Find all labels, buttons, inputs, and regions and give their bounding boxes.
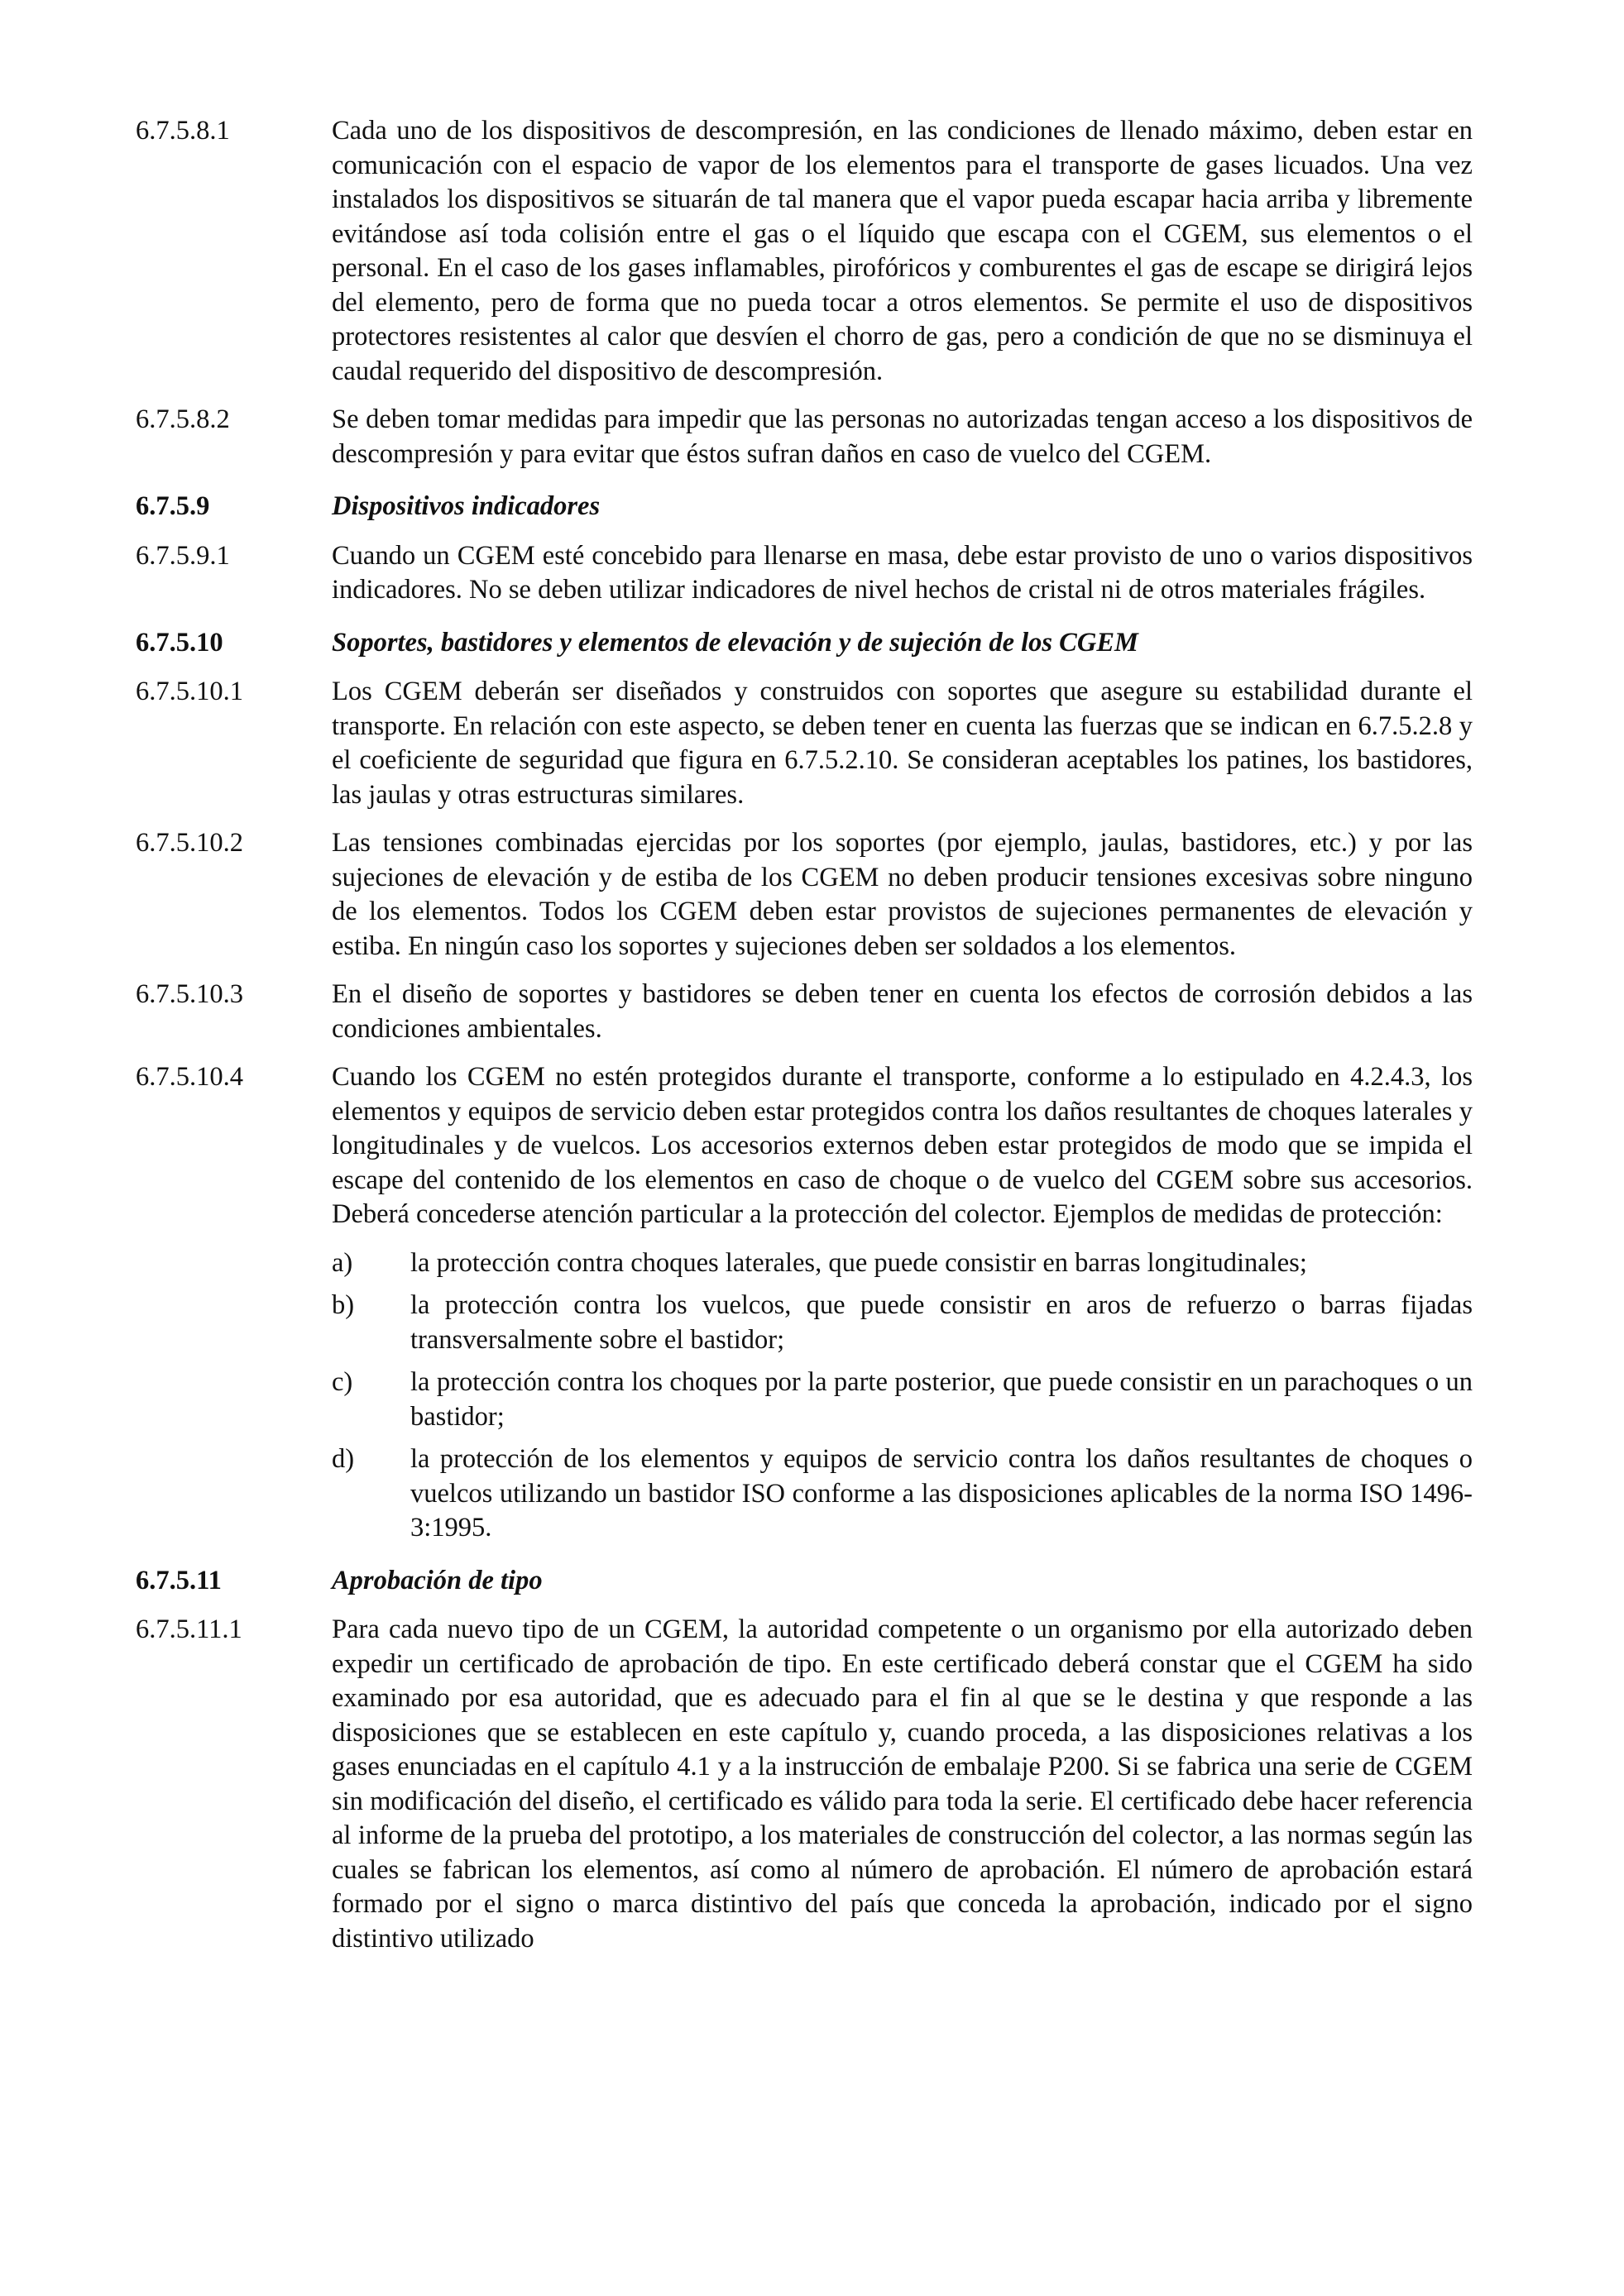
paragraph-text: Las tensiones combinadas ejercidas por los soportes (por ejemplo, jaulas, bastidores, etc.) y por las sujeciones de elevación y de estiba de los CGEM no deben producir tensiones excesivas sobre ninguno de los elementos. Todos los CGEM deben estar provistos de sujeciones permanentes de elevación y estiba. En ningún caso los soportes y sujeciones deben ser soldados a los elementos. xyxy=(332,828,1473,961)
paragraph-number: 6.7.5.9.1 xyxy=(136,540,230,571)
paragraph-6-7-5-10-1 xyxy=(136,675,1473,812)
paragraph-6-7-5-9-1 xyxy=(136,539,1473,608)
heading-number: 6.7.5.11 xyxy=(136,1565,222,1595)
list-item xyxy=(332,1366,1473,1434)
paragraph-6-7-5-10-4 xyxy=(136,1060,1473,1232)
paragraph-number: 6.7.5.8.1 xyxy=(136,116,230,146)
paragraph-number: 6.7.5.8.2 xyxy=(136,404,230,434)
paragraph-6-7-5-8-2 xyxy=(136,403,1473,471)
heading-6-7-5-11 xyxy=(136,1564,1473,1599)
heading-title: Aprobación de tipo xyxy=(332,1565,543,1595)
paragraph-6-7-5-10-2 xyxy=(136,826,1473,964)
paragraph-text: Cada uno de los dispositivos de descompresión, en las condiciones de llenado máximo, deben estar en comunicación con el espacio de vapor de los elementos para el transporte de gases licuados. Una vez instalados los dispositivos se situarán de tal manera que el vapor pueda escapar hacia arriba y libremente evitándose así toda colisión entre el gas o el líquido que escapa con el CGEM, sus elementos o el personal. En el caso de los gases inflamables, pirofóricos y comburentes el gas de escape se dirigirá lejos del elemento, pero de forma que no pueda tocar a otros elementos. Se permite el uso de dispositivos protectores resistentes al calor que desvíen el chorro de gas, pero a condición de que no se disminuya el caudal requerido del dispositivo de descompresión. xyxy=(332,116,1473,386)
list-item-label: d) xyxy=(332,1444,355,1474)
paragraph-text: Para cada nuevo tipo de un CGEM, la autoridad competente o un organismo por ella autorizado deben expedir un certificado de aprobación de tipo. En este certificado deberá constar que el CGEM ha sido examinado por esa autoridad, que es adecuado para el fin al que se le destina y que responde a las disposiciones que se establecen en este capítulo y, cuando proceda, a las disposiciones relativas a los gases enunciadas en el capítulo 4.1 y a la instrucción de embalaje P200. Si se fabrica una serie de CGEM sin modificación del diseño, el certificado es válido para toda la serie. El certificado debe hacer referencia al informe de la prueba del prototipo, a los materiales de construcción del colector, a las normas según las cuales se fabrican los elementos, así como al número de aprobación. El número de aprobación estará formado por el signo o marca distintivo del país que conceda la aprobación, indicado por el signo distintivo utilizado xyxy=(332,1614,1473,1954)
paragraph-text: Cuando los CGEM no estén protegidos durante el transporte, conforme a lo estipulado en 4.2.4.3, los elementos y equipos de servicio deben estar protegidos contra los daños resultantes de choques laterales y longitudinales y de vuelcos. Los accesorios externos deben estar protegidos de modo que se impida el escape del contenido de los elementos en caso de choque o de vuelco del CGEM sobre sus accesorios. Deberá concederse atención particular a la protección del colector. Ejemplos de medidas de protección: xyxy=(332,1062,1473,1229)
paragraph-6-7-5-8-1 xyxy=(136,114,1473,389)
paragraph-number: 6.7.5.10.2 xyxy=(136,828,243,858)
list-item xyxy=(332,1289,1473,1357)
heading-title: Soportes, bastidores y elementos de elevación y de sujeción de los CGEM xyxy=(332,627,1138,658)
paragraph-6-7-5-11-1 xyxy=(136,1613,1473,1956)
document-page xyxy=(136,114,1473,1970)
paragraph-number: 6.7.5.10.1 xyxy=(136,677,243,706)
paragraph-number: 6.7.5.11.1 xyxy=(136,1614,242,1644)
protection-measures-list xyxy=(332,1246,1473,1546)
paragraph-number: 6.7.5.10.3 xyxy=(136,979,243,1009)
list-item xyxy=(332,1246,1473,1281)
list-item-label: a) xyxy=(332,1247,353,1278)
list-item xyxy=(332,1442,1473,1546)
heading-title: Dispositivos indicadores xyxy=(332,491,601,521)
list-item-text: la protección contra los choques por la parte posterior, que puede consistir en un parachoques o un bastidor; xyxy=(410,1367,1473,1432)
heading-6-7-5-10 xyxy=(136,626,1473,661)
heading-6-7-5-9 xyxy=(136,490,1473,524)
list-item-text: la protección contra los vuelcos, que puede consistir en aros de refuerzo o barras fijadas transversalmente sobre el bastidor; xyxy=(410,1290,1473,1355)
list-item-text: la protección contra choques laterales, que puede consistir en barras longitudinales; xyxy=(410,1247,1307,1278)
list-item-label: c) xyxy=(332,1367,353,1397)
paragraph-number: 6.7.5.10.4 xyxy=(136,1062,243,1092)
paragraph-text: Los CGEM deberán ser diseñados y construidos con soportes que asegure su estabilidad durante el transporte. En relación con este aspecto, se deben tener en cuenta las fuerzas que se indican en 6.7.5.2.8 y el coeficiente de seguridad que figura en 6.7.5.2.10. Se consideran aceptables los patines, los bastidores, las jaulas y otras estructuras similares. xyxy=(332,677,1473,810)
heading-number: 6.7.5.10 xyxy=(136,627,223,658)
paragraph-6-7-5-10-3 xyxy=(136,978,1473,1046)
list-item-text: la protección de los elementos y equipos de servicio contra los daños resultantes de choques o vuelcos utilizando un bastidor ISO conforme a las disposiciones aplicables de la norma ISO 1496-3:1995. xyxy=(410,1444,1473,1543)
list-item-label: b) xyxy=(332,1290,355,1320)
paragraph-text: En el diseño de soportes y bastidores se deben tener en cuenta los efectos de corrosión debidos a las condiciones ambientales. xyxy=(332,979,1473,1044)
paragraph-text: Cuando un CGEM esté concebido para llenarse en masa, debe estar provisto de uno o varios dispositivos indicadores. No se deben utilizar indicadores de nivel hechos de cristal ni de otros materiales frágiles. xyxy=(332,540,1473,605)
paragraph-text: Se deben tomar medidas para impedir que las personas no autorizadas tengan acceso a los dispositivos de descompresión y para evitar que éstos sufran daños en caso de vuelco del CGEM. xyxy=(332,404,1473,469)
heading-number: 6.7.5.9 xyxy=(136,491,210,521)
